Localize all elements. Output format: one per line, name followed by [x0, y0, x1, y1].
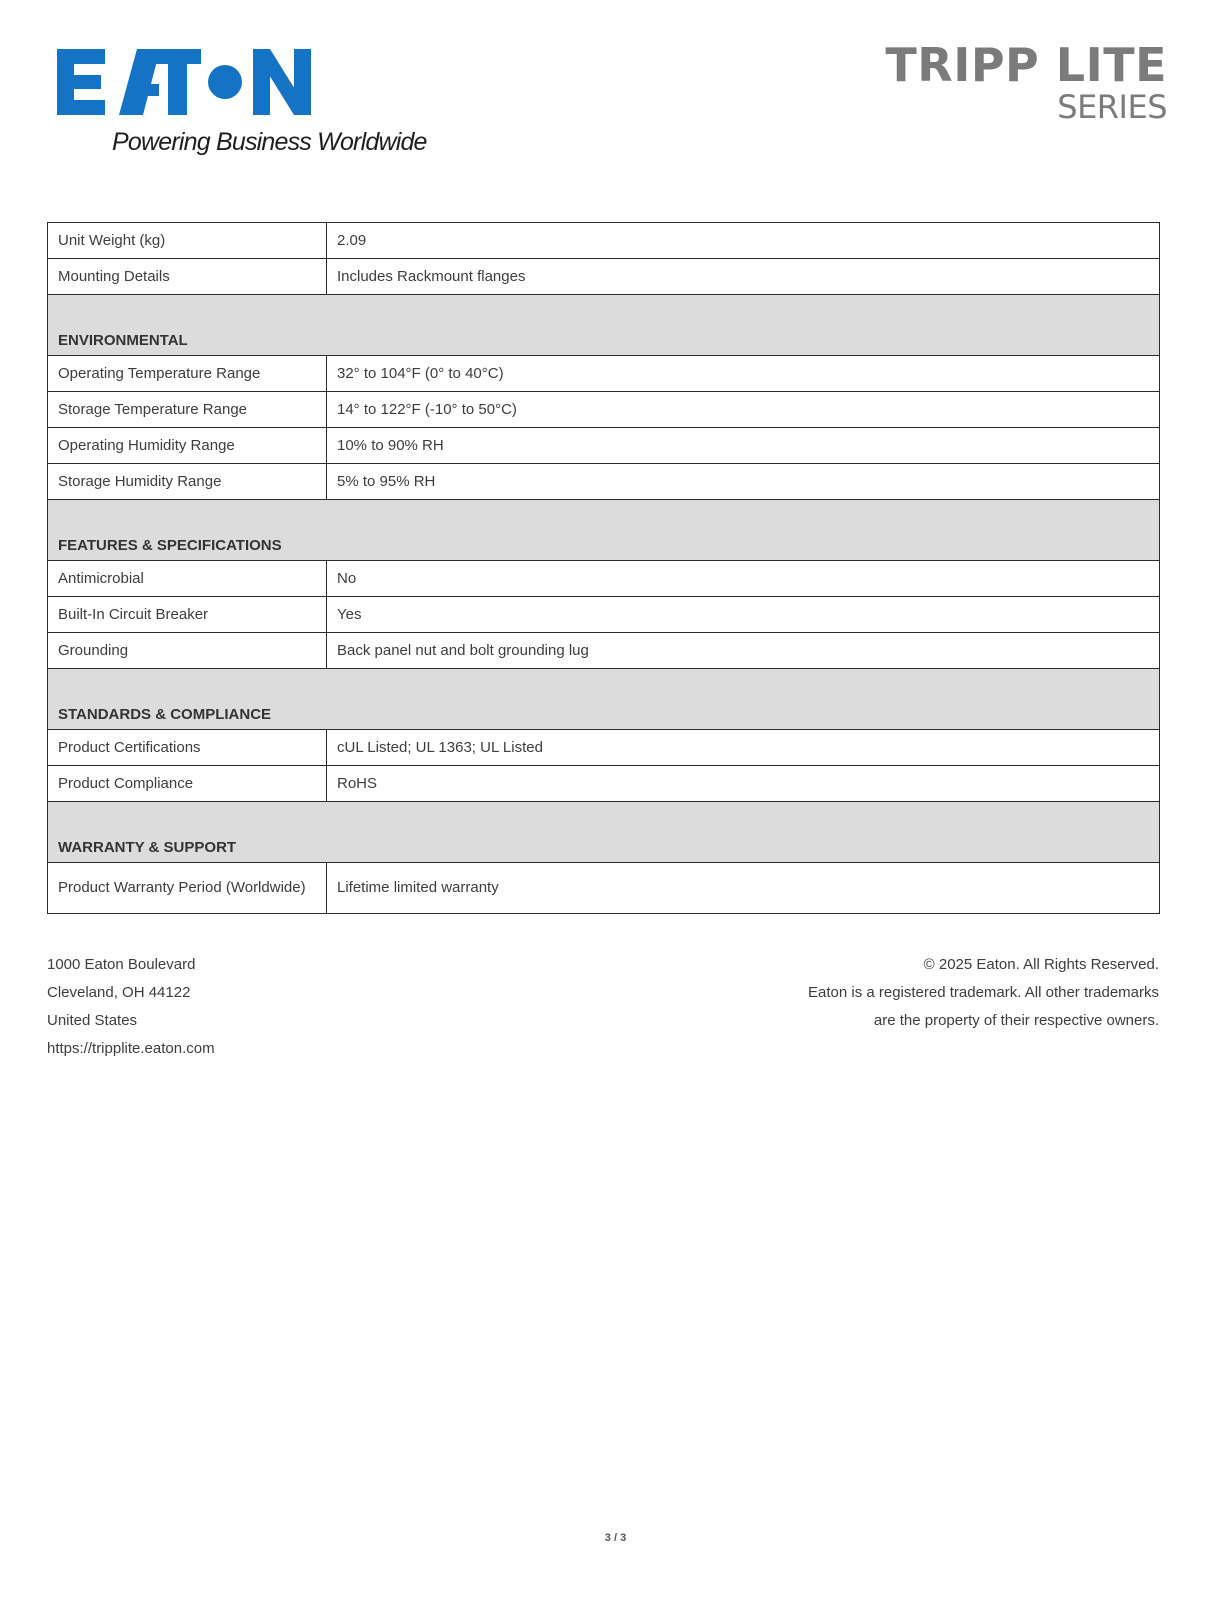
spec-value: Lifetime limited warranty	[327, 863, 1160, 914]
section-title: ENVIRONMENTAL	[48, 295, 1160, 356]
spec-row	[48, 863, 1160, 914]
spec-row	[48, 392, 1160, 428]
address-line: Cleveland, OH 44122	[47, 984, 191, 1001]
spec-label: Product Certifications	[48, 730, 327, 766]
section-title: STANDARDS & COMPLIANCE	[48, 669, 1160, 730]
address-line: 1000 Eaton Boulevard	[47, 956, 196, 973]
spec-label: Grounding	[48, 633, 327, 669]
spec-value: 10% to 90% RH	[327, 428, 1160, 464]
spec-label: Storage Humidity Range	[48, 464, 327, 500]
legal-line: Eaton is a registered trademark. All other trademarks	[808, 984, 1159, 1001]
spec-label: Product Warranty Period (Worldwide)	[48, 863, 327, 914]
spec-label: Built-In Circuit Breaker	[48, 597, 327, 633]
company-address	[47, 951, 215, 1063]
spec-row	[48, 259, 1160, 295]
spec-value: No	[327, 561, 1160, 597]
section-title: WARRANTY & SUPPORT	[48, 802, 1160, 863]
eaton-logo	[57, 44, 311, 118]
spec-value: 2.09	[327, 223, 1160, 259]
series-subtitle: SERIES	[1057, 88, 1167, 126]
section-header-row	[48, 295, 1160, 356]
series-name: TRIPP LITE	[885, 38, 1167, 92]
spec-row	[48, 633, 1160, 669]
spec-row	[48, 766, 1160, 802]
spec-value: 32° to 104°F (0° to 40°C)	[327, 356, 1160, 392]
spec-value: Back panel nut and bolt grounding lug	[327, 633, 1160, 669]
spec-label: Operating Humidity Range	[48, 428, 327, 464]
spec-value: RoHS	[327, 766, 1160, 802]
address-line: United States	[47, 1012, 138, 1029]
spec-row	[48, 597, 1160, 633]
spec-label: Mounting Details	[48, 259, 327, 295]
spec-label: Product Compliance	[48, 766, 327, 802]
section-header-row	[48, 802, 1160, 863]
spec-value: 14° to 122°F (-10° to 50°C)	[327, 392, 1160, 428]
series-logo	[885, 40, 1167, 124]
legal-line: are the property of their respective owners.	[873, 1012, 1159, 1029]
spec-row	[48, 223, 1160, 259]
spec-label: Antimicrobial	[48, 561, 327, 597]
spec-label: Operating Temperature Range	[48, 356, 327, 392]
spec-row	[48, 730, 1160, 766]
spec-table	[47, 222, 1160, 914]
legal-notice	[808, 951, 1159, 1035]
brand-tagline: Powering Business Worldwide	[112, 128, 427, 156]
spec-row	[48, 428, 1160, 464]
spec-value: Yes	[327, 597, 1160, 633]
spec-row	[48, 356, 1160, 392]
spec-row	[48, 464, 1160, 500]
website-link[interactable]: https://tripplite.eaton.com	[47, 1040, 215, 1057]
spec-value: cUL Listed; UL 1363; UL Listed	[327, 730, 1160, 766]
legal-line: © 2025 Eaton. All Rights Reserved.	[923, 956, 1159, 973]
section-header-row	[48, 500, 1160, 561]
page-number: 3 / 3	[604, 1532, 627, 1544]
spec-value: 5% to 95% RH	[327, 464, 1160, 500]
spec-label: Unit Weight (kg)	[48, 223, 327, 259]
spec-value: Includes Rackmount flanges	[327, 259, 1160, 295]
spec-label: Storage Temperature Range	[48, 392, 327, 428]
section-header-row	[48, 669, 1160, 730]
brand-logo-block	[57, 44, 427, 164]
spec-row	[48, 561, 1160, 597]
section-title: FEATURES & SPECIFICATIONS	[48, 500, 1160, 561]
